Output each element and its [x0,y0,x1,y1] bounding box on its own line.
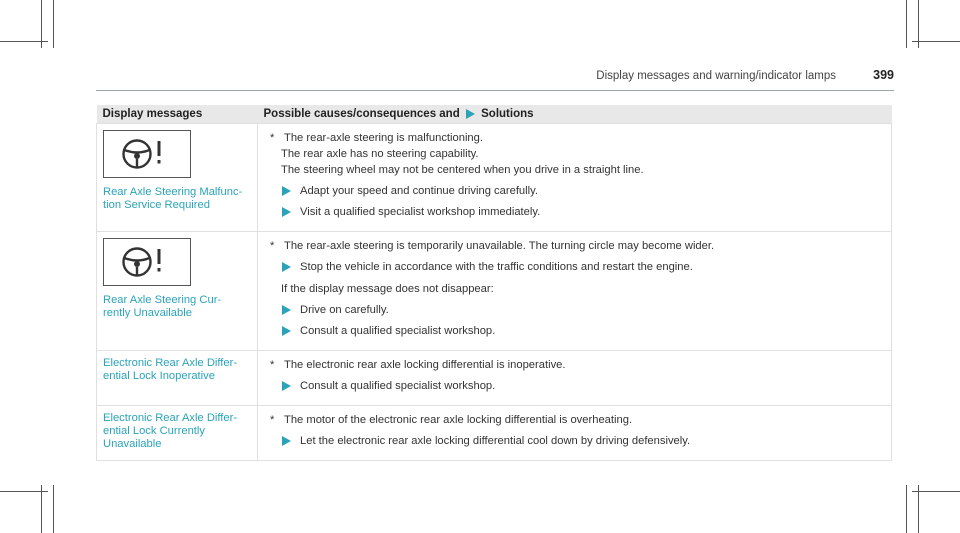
display-message-label: ential Lock Currently [103,425,205,437]
page-number: 399 [873,68,894,82]
display-message-label: Electronic Rear Axle Differ- [103,357,238,369]
table-header-row [97,105,892,124]
solution-text: Drive on carefully. [300,304,389,316]
arrow-right-icon [282,305,291,315]
solution-text: Adapt your speed and continue driving carefully. [300,185,538,197]
cause-line [264,146,885,162]
solution-step [264,302,885,318]
cause-text: The rear-axle steering is temporarily unavailable. The turning circle may become wider. [284,240,715,252]
display-message-label: Rear Axle Steering Cur- [103,294,222,306]
cause-text: The electronic rear axle locking differential is inoperative. [284,359,566,371]
crop-mark [41,485,42,533]
solution-step [264,183,885,199]
arrow-right-icon [466,109,475,119]
column-header-solutions-text: Solutions [481,108,534,120]
crop-mark [53,485,54,533]
bullet-marker: * [270,240,275,252]
cause-line [264,238,885,254]
running-title: Display messages and warning/indicator lamps [596,70,836,82]
display-message-cell [97,406,258,461]
cause-solution-cell [258,406,892,461]
display-message-label: Unavailable [103,438,162,450]
arrow-right-icon [282,326,291,336]
table-row [97,124,892,232]
solution-step [264,259,885,275]
cause-line [264,357,885,373]
display-message-label: tion Service Required [103,199,210,211]
bullet-marker: * [270,414,275,426]
solution-text: Consult a qualified specialist workshop. [300,325,496,337]
arrow-right-icon [282,207,291,217]
cause-text: The steering wheel may not be centered when you drive in a straight line. [281,164,644,176]
solution-step [264,433,885,449]
display-message-cell [97,232,258,351]
crop-mark [912,491,960,492]
crop-mark [906,485,907,533]
arrow-right-icon [282,186,291,196]
cause-line [264,162,885,178]
steering-wheel-warning-icon [103,130,191,178]
arrow-right-icon [282,436,291,446]
crop-mark [0,41,48,42]
table-row [97,232,892,351]
table-row [97,406,892,461]
crop-mark [918,485,919,533]
solution-text: Let the electronic rear axle locking differential cool down by driving defensively. [300,435,691,447]
solution-step [264,323,885,339]
display-message-label: Rear Axle Steering Malfunc- [103,186,243,198]
display-message-label: rently Unavailable [103,307,192,319]
arrow-right-icon [282,381,291,391]
solution-text: Visit a qualified specialist workshop immediately. [300,206,541,218]
solution-step [264,204,885,220]
header-rule [96,90,894,91]
display-message-label: Electronic Rear Axle Differ- [103,412,238,424]
display-message-label: ential Lock Inoperative [103,370,215,382]
column-header-causes [258,105,892,124]
cause-solution-cell [258,124,892,232]
crop-mark [0,491,48,492]
note-text: If the display message does not disappear: [281,283,494,295]
solution-text: Consult a qualified specialist workshop. [300,380,496,392]
steering-wheel-warning-icon [103,238,191,286]
crop-mark [906,0,907,48]
bullet-marker: * [270,132,275,144]
arrow-right-icon [282,262,291,272]
column-header-messages-text: Display messages [102,108,203,120]
crop-mark [53,0,54,48]
table-row [97,351,892,406]
cause-text: The rear axle has no steering capability. [281,148,479,160]
cause-solution-cell [258,232,892,351]
crop-mark [912,41,960,42]
cause-text: The motor of the electronic rear axle locking differential is overheating. [284,414,633,426]
cause-line [264,412,885,428]
column-header-messages [97,105,258,124]
display-messages-table [96,105,892,461]
solution-text: Stop the vehicle in accordance with the traffic conditions and restart the engine. [300,261,693,273]
cause-solution-cell [258,351,892,406]
cause-line [264,130,885,146]
solution-step [264,378,885,394]
bullet-marker: * [270,359,275,371]
cause-text: The rear-axle steering is malfunctioning. [284,132,483,144]
column-header-causes-text: Possible causes/consequences and [263,108,460,120]
display-message-cell [97,124,258,232]
display-message-cell [97,351,258,406]
